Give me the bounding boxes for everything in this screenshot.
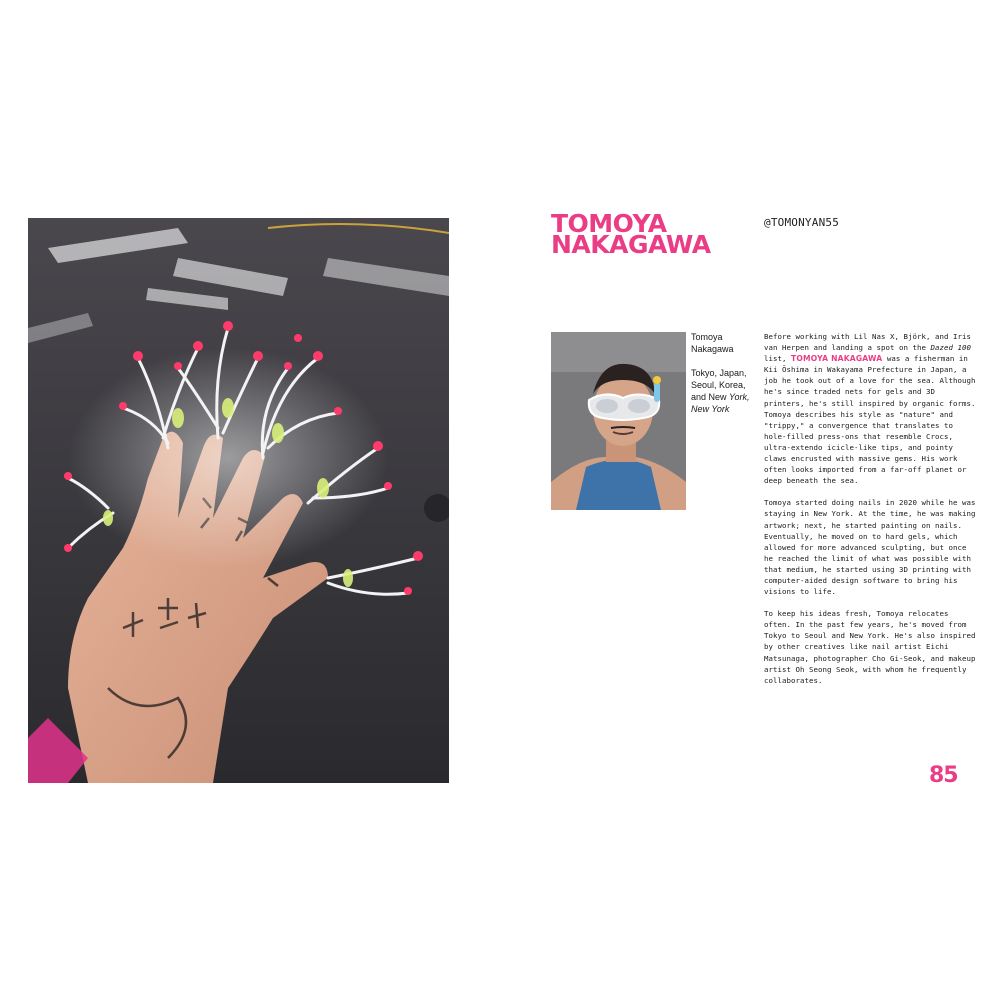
paragraph-3: To keep his ideas fresh, Tomoya relocates often. In the past few years, he's moved from Tokyo to Seoul and New York. He's also inspired by other creatives like nail artist Eichi Matsunaga, photographer Cho Gi-Seok, and makeup artist Oh Seong Seok, with whom he frequently collaborates. [764, 609, 976, 685]
name-line-2: NAKAGAWA [551, 230, 711, 259]
portrait-photo [551, 332, 686, 510]
hand-nail-art-photo [28, 218, 449, 783]
profile-name-title [551, 209, 771, 259]
p1-highlight-name: TOMOYA NAKAGAWA [791, 354, 883, 364]
article-body [764, 331, 978, 697]
p1-part-a: Before working with Lil Nas X, Björk, and Iris van Herpen and landing a spot on the [764, 332, 971, 353]
caption-location [691, 367, 757, 415]
p1-part-b: list, [764, 354, 791, 364]
paragraph-1 [764, 331, 978, 486]
page-number: 85 [929, 763, 958, 788]
caption-location-italic: York, New York [691, 392, 750, 414]
photo-caption [691, 331, 757, 427]
caption-location-text: Tokyo, Japan, Seoul, Korea, and New [691, 368, 747, 402]
p1-italic: Dazed 100 [930, 343, 971, 353]
paragraph-2: Tomoya started doing nails in 2020 while he was staying in New York. At the time, he was making artwork; next, he started painting on nails. Eventually, he moved on to hard gels, which allowed for more advanced sculpting, but once he reached the limit of what was possible with that medium, he started using 3D printing with computer-aided design software to bring his visions to life. [764, 498, 976, 597]
name-line-1: TOMOYA [551, 209, 667, 238]
caption-name: Tomoya Nakagawa [691, 332, 734, 354]
p1-part-c: was a fisherman in Kii Ōshima in Wakayama Prefecture in Japan, a job he took out of a love for the sea. Although he's since traded nets for gels and 3D printers, he's still inspired by organic forms. Tomoya describes his style as "nature" and "trippy," a convergence that translates to hole-filled press-ons that resemble Crocs, ultra-extendo icicle-like tips, and pointy claws encrusted with massive gems. His work often looks imported from a far-off planet or deep beneath the sea. [764, 354, 976, 486]
social-handle: @TOMONYAN55 [764, 216, 840, 229]
